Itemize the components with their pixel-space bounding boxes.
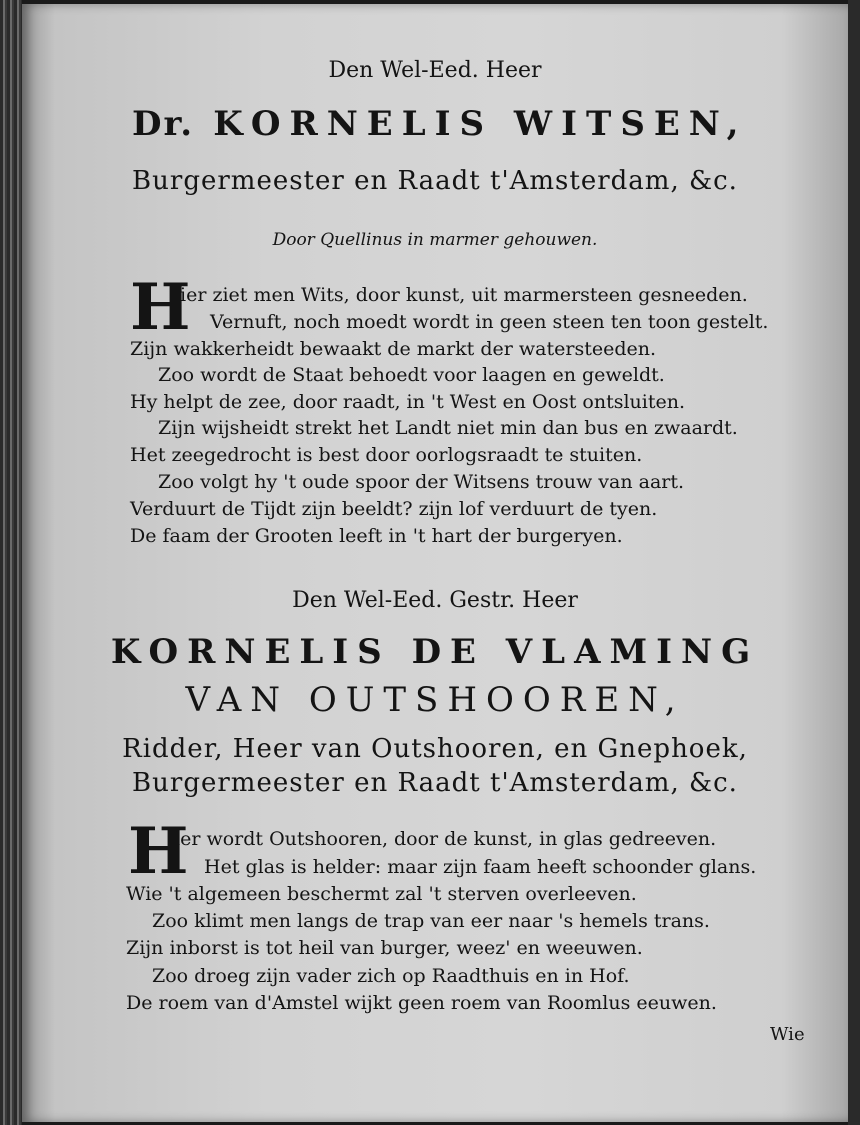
title-1: Burgermeester en Raadt t'Amsterdam, &c. (132, 166, 738, 196)
verse-line: ier wordt Outshooren, door de kunst, in glas gedreeven. (174, 828, 717, 850)
dropcap-1: H (130, 270, 191, 345)
name-witsen: KORNELIS WITSEN, (213, 104, 748, 144)
book-page (22, 4, 848, 1122)
verse-line: Zoo droeg zijn vader zich op Raadthuis en in Hof. (152, 965, 630, 987)
dropcap-2: H (128, 814, 189, 889)
title-2a: Ridder, Heer van Outshooren, en Gnephoek, (122, 734, 748, 764)
verse-line: Verduurt de Tijdt zijn beeldt? zijn lof verduurt de tyen. (130, 498, 658, 520)
verse-line: Het zeegedrocht is best door oorlogsraadt te stuiten. (130, 444, 643, 466)
name-heading-2: KORNELIS DE VLAMING (110, 632, 760, 672)
name-heading-1 (132, 104, 748, 144)
title-2b: Burgermeester en Raadt t'Amsterdam, &c. (132, 768, 738, 798)
verse-line: Zoo wordt de Staat behoedt voor laagen en geweldt. (158, 364, 665, 386)
verse-line: Zijn wijsheidt strekt het Landt niet min dan bus en zwaardt. (158, 417, 738, 439)
byline: Door Quellinus in marmer gehouwen. (272, 230, 598, 250)
facing-page-edge (848, 0, 860, 1125)
verse-line: Het glas is helder: maar zijn faam heeft schoonder glans. (204, 856, 757, 878)
salutation-2: Den Wel-Eed. Gestr. Heer (292, 588, 578, 613)
verse-line: Wie 't algemeen beschermt zal 't sterven overleeven. (126, 883, 637, 905)
name-heading-2b: VAN OUTSHOOREN, (185, 680, 685, 720)
verse-line: Zijn inborst is tot heil van burger, weez' en weeuwen. (126, 937, 643, 959)
name-prefix: Dr. (132, 104, 195, 144)
book-spine-edge (0, 0, 22, 1125)
verse-line: Hy helpt de zee, door raadt, in 't West en Oost ontsluiten. (130, 391, 686, 413)
verse-line: Zijn wakkerheidt bewaakt de markt der watersteeden. (130, 338, 656, 360)
verse-line: Zoo volgt hy 't oude spoor der Witsens trouw van aart. (158, 471, 685, 493)
verse-line: ier ziet men Wits, door kunst, uit marmersteen gesneeden. (180, 284, 748, 306)
catchword: Wie (770, 1024, 805, 1045)
verse-line: De faam der Grooten leeft in 't hart der burgeryen. (130, 525, 623, 547)
verse-line: De roem van d'Amstel wijkt geen roem van Roomlus eeuwen. (126, 992, 717, 1014)
verse-line: Zoo klimt men langs de trap van eer naar 's hemels trans. (152, 910, 710, 932)
salutation-1: Den Wel-Eed. Heer (328, 58, 542, 83)
verse-line: Vernuft, noch moedt wordt in geen steen ten toon gestelt. (210, 311, 769, 333)
